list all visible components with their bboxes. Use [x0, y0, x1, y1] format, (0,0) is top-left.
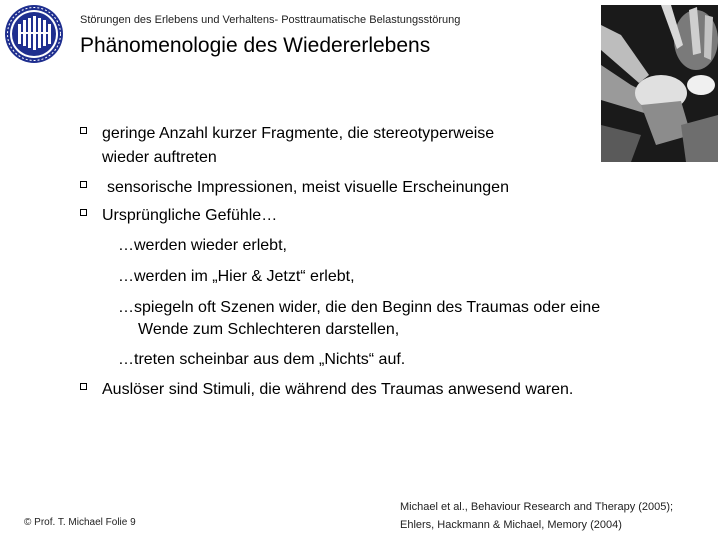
bullet-text: wieder auftreten — [102, 149, 217, 166]
university-logo-icon — [4, 4, 64, 64]
slide-title: Phänomenologie des Wiedererlebens — [80, 34, 431, 57]
bullet-text: Auslöser sind Stimuli, die während des Traumas anwesend waren. — [102, 381, 574, 398]
bullet-text: geringe Anzahl kurzer Fragmente, die stereotyperweise — [102, 125, 495, 142]
bullet-text: sensorische Impressionen, meist visuelle Erscheinungen — [107, 179, 509, 196]
sub-item: …treten scheinbar aus dem „Nichts“ auf. — [118, 351, 406, 368]
square-bullet-icon — [80, 127, 87, 134]
bullet-text: Ursprüngliche Gefühle… — [102, 207, 278, 224]
sub-item-continuation: Wende zum Schlechteren darstellen, — [138, 321, 400, 338]
square-bullet-icon — [80, 209, 87, 216]
square-bullet-icon — [80, 383, 87, 390]
footer-references — [400, 498, 673, 534]
slide-subtitle: Störungen des Erlebens und Verhaltens- Posttraumatische Belastungsstörung — [80, 14, 461, 26]
hands-photo — [601, 5, 718, 162]
sub-item: …spiegeln oft Szenen wider, die den Beginn des Traumas oder eine — [118, 299, 601, 316]
sub-item: …werden wieder erlebt, — [118, 237, 287, 254]
reference-line: Ehlers, Hackmann & Michael, Memory (2004) — [400, 519, 622, 531]
footer-copyright: © Prof. T. Michael Folie 9 — [24, 517, 136, 528]
reference-line: Michael et al., Behaviour Research and Therapy (2005); — [400, 501, 674, 513]
square-bullet-icon — [80, 181, 87, 188]
sub-item: …werden im „Hier & Jetzt“ erlebt, — [118, 268, 355, 285]
